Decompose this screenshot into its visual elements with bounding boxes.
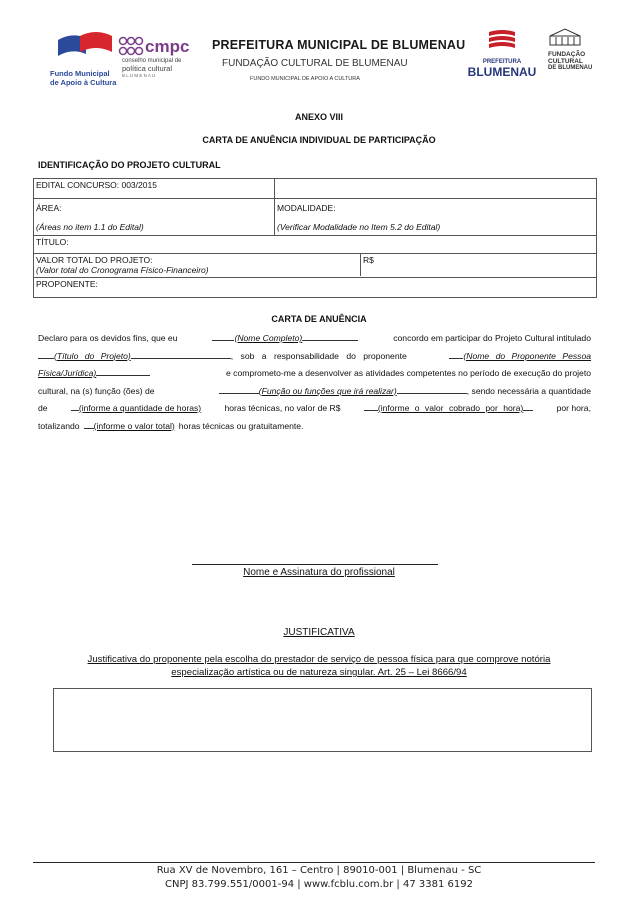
- area-label: ÁREA:: [36, 203, 62, 213]
- letter-text-5: cultural, na (s) função (ões) de: [38, 385, 155, 396]
- header-small: FUNDO MUNICIPAL DE APOIO A CULTURA: [250, 76, 360, 82]
- field-nome-completo[interactable]: (Nome Completo): [234, 333, 303, 343]
- cmpc-sub1: conselho municipal de: [122, 58, 182, 64]
- justificativa-box[interactable]: [53, 688, 592, 752]
- fund-logo-text2: de Apoio à Cultura: [50, 78, 117, 87]
- edital-text: EDITAL CONCURSO: 003/2015: [36, 180, 157, 190]
- justificativa-line1: Justificativa do proponente pela escolha do prestador de serviço de pessoa física para que comprove notória: [87, 654, 551, 665]
- prefeitura-logo-line1: PREFEITURA: [482, 59, 522, 65]
- footer-contact: CNPJ 83.799.551/0001-94 | www.fcblu.com.br | 47 3381 6192: [165, 879, 473, 890]
- prefeitura-logo: [466, 28, 538, 84]
- prefeitura-flag-icon: [487, 28, 517, 54]
- modalidade-label: MODALIDADE:: [277, 203, 336, 213]
- project-id-table: [33, 178, 597, 298]
- fcb-logo: [548, 28, 598, 84]
- annex-title: ANEXO VIII: [294, 112, 343, 122]
- modalidade-cell[interactable]: [275, 199, 597, 236]
- area-cell[interactable]: [34, 199, 275, 236]
- fcb-logo-line1: FUNDAÇÃO: [548, 51, 586, 58]
- field-valor-total[interactable]: (informe o valor total): [93, 420, 175, 431]
- justificativa-heading: JUSTIFICATIVA: [283, 627, 355, 638]
- area-hint: (Áreas no item 1.1 do Edital): [36, 222, 144, 232]
- letter-text-6: , sendo necessária a quantidade: [466, 385, 591, 396]
- field-proponente-2[interactable]: Física/Jurídica): [38, 368, 97, 378]
- field-funcao[interactable]: (Função ou funções que irá realizar): [258, 385, 397, 396]
- header-title: PREFEITURA MUNICIPAL DE BLUMENAU: [212, 38, 466, 52]
- valor-cell[interactable]: [34, 254, 361, 276]
- footer-address: Rua XV de Novembro, 161 – Centro | 89010-001 | Blumenau - SC: [156, 865, 482, 876]
- titulo-cell[interactable]: [34, 236, 597, 254]
- letter-text-4: e comprometo-me a desenvolver as atividades competentes no período de execução do projeto: [226, 368, 591, 378]
- letter-heading: CARTA DE ANUÊNCIA: [271, 314, 367, 324]
- valor-hint: (Valor total do Cronograma Físico-Financeiro): [36, 265, 209, 275]
- proponente-label: PROPONENTE:: [36, 279, 98, 289]
- proponente-cell[interactable]: [34, 278, 597, 298]
- fcb-logo-line3: DE BLUMENAU: [548, 65, 593, 71]
- letter-text-3: , sob a responsabilidade do proponente: [230, 350, 407, 361]
- fund-logo-text1: Fundo Municipal: [50, 69, 110, 78]
- cmpc-sub3: B L U M E N A U: [122, 73, 156, 78]
- fcb-building-icon: [548, 28, 582, 46]
- valor-row: [34, 254, 597, 278]
- signature-label: Nome e Assinatura do profissional: [243, 567, 395, 578]
- fund-logo: [50, 30, 120, 92]
- letter-text-11: horas técnicas ou gratuitamente.: [178, 420, 304, 431]
- modalidade-hint: (Verificar Modalidade no Item 5.2 do Edital): [277, 222, 441, 232]
- edital-cell: [34, 179, 275, 199]
- cmpc-logo-text: cmpc: [145, 37, 190, 56]
- currency-cell[interactable]: [361, 254, 597, 276]
- prefeitura-logo-line2: BLUMENAU: [467, 65, 537, 79]
- justificativa-line2: especialização artística ou de natureza singular. Art. 25 – Lei 8666/94: [171, 667, 467, 678]
- field-proponente[interactable]: (Nome do Proponente Pessoa: [463, 350, 591, 361]
- letter-text-8: horas técnicas, no valor de R$: [224, 403, 341, 413]
- field-valor-hora[interactable]: (informe o valor cobrado por hora): [377, 403, 524, 413]
- signature-line[interactable]: [192, 564, 438, 565]
- cmpc-logo: [118, 36, 200, 86]
- fund-logo-icon: [50, 30, 120, 62]
- letter-text-9: por hora,: [556, 403, 591, 413]
- letter-text-7: de: [38, 403, 48, 413]
- valor-label: VALOR TOTAL DO PROJETO:: [36, 255, 153, 265]
- fcb-logo-line2: CULTURAL: [548, 58, 583, 65]
- header-subtitle: FUNDAÇÃO CULTURAL DE BLUMENAU: [222, 58, 408, 69]
- field-horas[interactable]: (informe a quantidade de horas): [78, 403, 202, 413]
- letter-text-10: totalizando: [38, 420, 80, 431]
- section-identification: IDENTIFICAÇÃO DO PROJETO CULTURAL: [38, 160, 221, 170]
- footer-divider: [33, 862, 595, 863]
- letter-text-2: concordo em participar do Projeto Cultural intitulado: [393, 333, 591, 343]
- field-titulo-projeto[interactable]: (Título do Projeto): [54, 350, 131, 361]
- letter-text-1: Declaro para os devidos fins, que eu: [38, 333, 178, 343]
- cmpc-sub2: política cultural: [122, 64, 173, 73]
- currency-label: R$: [363, 255, 374, 265]
- titulo-label: TÍTULO:: [36, 237, 69, 247]
- cmpc-circles-icon: [118, 36, 144, 58]
- letter-paragraph: [38, 330, 591, 435]
- edital-blank-cell[interactable]: [275, 179, 597, 199]
- doc-title: CARTA DE ANUÊNCIA INDIVIDUAL DE PARTICIPAÇÃO: [202, 135, 436, 145]
